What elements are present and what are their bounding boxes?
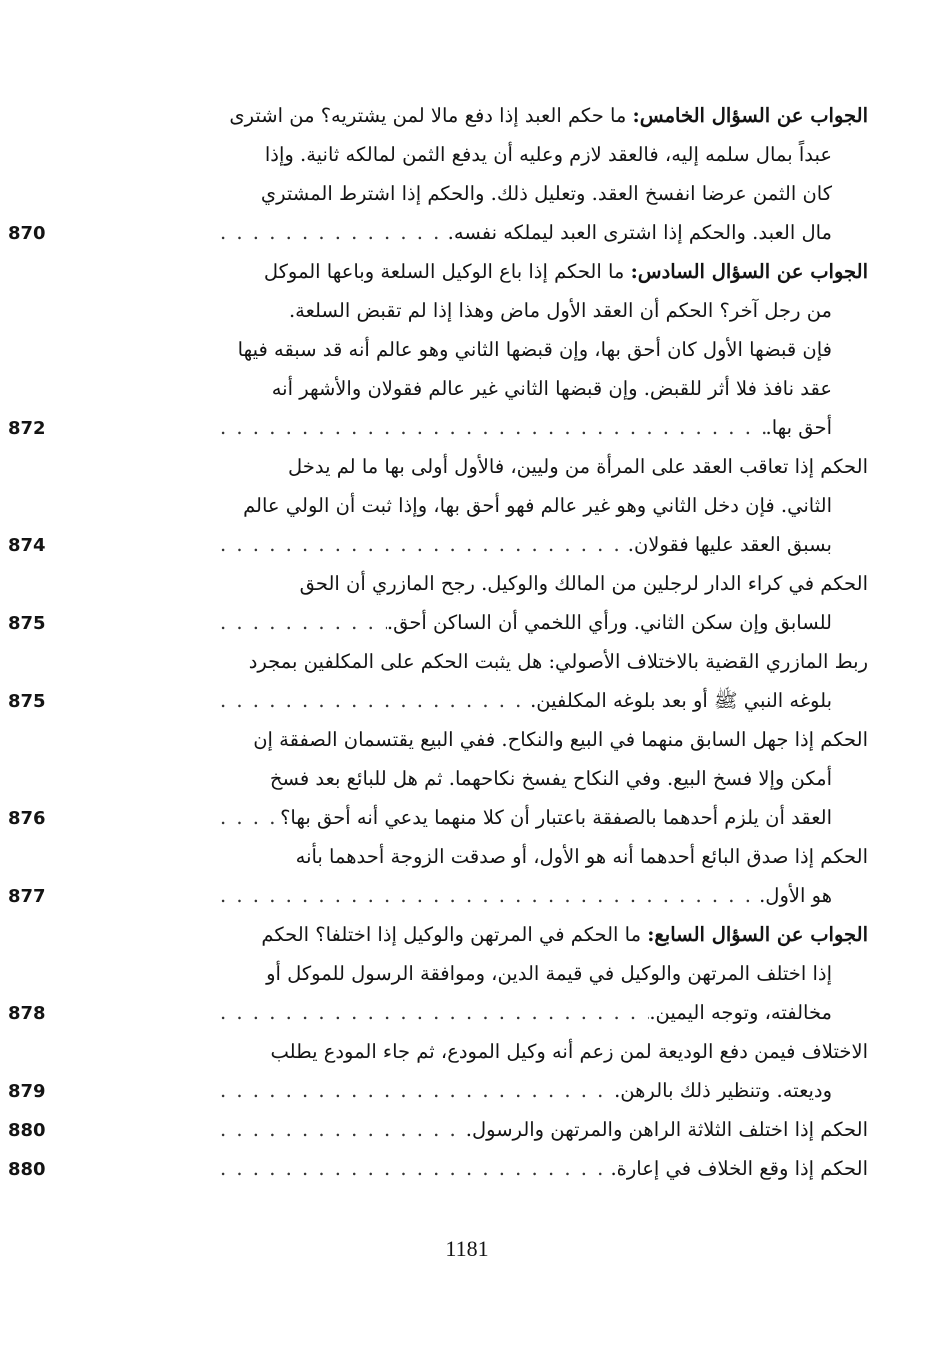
toc-entry-line [140, 1110, 868, 1149]
dot-leader [140, 1149, 610, 1188]
toc-entry-line [140, 291, 868, 330]
toc-entry-line [140, 408, 868, 447]
toc-entry-text: الحكم في كراء الدار لرجلين من المالك والوكيل. رجح المازري أن الحق [299, 572, 868, 595]
toc-entry-heading: الجواب عن السؤال الخامس: [632, 104, 868, 127]
toc-entry-text: للسابق وإن سكن الثاني. ورأي اللخمي أن الساكن أحق. [386, 611, 832, 634]
toc-entry-text: من رجل آخر؟ الحكم أن العقد الأول ماض وهذا إذا لم تقبض السلعة. [288, 299, 832, 322]
toc-entry-text: أمكن وإلا فسخ البيع. وفي النكاح يفسخ نكاحهما. ثم هل للبائع بعد فسخ [269, 767, 832, 790]
toc-page-number: 877 [8, 886, 46, 907]
toc-entry [8, 447, 868, 564]
toc-entry-text: الجواب عن السؤال السابع: ما الحكم في المرتهن والوكيل إذا اختلفا؟ الحكم [261, 923, 868, 946]
toc-entry-line [140, 798, 868, 837]
toc-entry-line [140, 837, 868, 876]
toc-entry-text: الحكم إذا تعاقب العقد على المرأة من وليين، فالأول أولى بها ما لم يدخل [288, 455, 868, 478]
dot-leader [140, 798, 280, 837]
toc-entry-line [140, 525, 868, 564]
toc-entry-text: إذا اختلف المرتهن والوكيل في قيمة الدين، وموافقة الرسول للموكل أو [266, 962, 832, 985]
toc-entry [8, 642, 868, 720]
toc-entry-text: بلوغه النبي ﷺ أو بعد بلوغه المكلفين. [530, 689, 832, 712]
toc-page-number: 875 [8, 613, 46, 634]
toc-entry-text: الثاني. فإن دخل الثاني وهو غير عالم فهو أحق بها، وإذا ثبت أن الولي عالم [243, 494, 832, 517]
dot-leader [140, 213, 448, 252]
toc-entry-text: الحكم إذا صدق البائع أحدهما أنه هو الأول، أو صدقت الزوجة أحدهما بأنه [295, 845, 868, 868]
dot-leader [140, 1110, 466, 1149]
dot-leader [140, 1071, 614, 1110]
toc-entry-line [140, 915, 868, 954]
toc-entry-line [140, 1071, 868, 1110]
toc-entry [8, 915, 868, 1032]
toc-entry-line [140, 1149, 868, 1188]
toc-entry-line [140, 564, 868, 603]
dot-leader [140, 603, 387, 642]
toc-entry [8, 564, 868, 642]
toc-entry-text: ربط المازري القضية بالاختلاف الأصولي: هل يثبت الحكم على المكلفين بمجرد [248, 650, 868, 673]
toc-entry-heading: الجواب عن السؤال السادس: [630, 260, 868, 283]
toc-page-number: 880 [8, 1120, 46, 1141]
toc-page-number: 874 [8, 535, 46, 556]
toc-page-number: 875 [8, 691, 46, 712]
toc-entry-text: وديعته. وتنظير ذلك بالرهن. [614, 1079, 832, 1102]
toc-entry-text: كان الثمن عرضا انفسخ العقد. وتعليل ذلك. والحكم إذا اشترط المشتري [260, 182, 832, 205]
toc-entry-line [140, 720, 868, 759]
toc-entry-line [140, 252, 868, 291]
toc-entry-text: الحكم إذا جهل السابق منهما في البيع والنكاح. ففي البيع يقتسمان الصفقة إن [253, 728, 868, 751]
toc-page-number: 872 [8, 418, 46, 439]
toc-entry-line [140, 876, 868, 915]
toc-entry-line [140, 642, 868, 681]
toc-entry-text: الحكم إذا وقع الخلاف في إعارة. [610, 1157, 868, 1180]
toc-entry-text: مال العبد. والحكم إذا اشترى العبد ليملكه نفسه. [447, 221, 832, 244]
dot-leader [140, 681, 530, 720]
toc-entry-text: عبداً بمال سلمه إليه، فالعقد لازم وعليه أن يدفع الثمن لمالكه ثانية. وإذا [264, 143, 832, 166]
toc-entry-line [140, 603, 868, 642]
toc-entry-text: أحق بها. [765, 416, 832, 439]
toc-entry-text: الجواب عن السؤال الخامس: ما حكم العبد إذا دفع مالا لمن يشتريه؟ من اشترى [229, 104, 868, 127]
toc-entry [8, 720, 868, 837]
toc-entry [8, 837, 868, 915]
toc-entry-heading: الجواب عن السؤال السابع: [647, 923, 868, 946]
toc-page-number: 880 [8, 1159, 46, 1180]
toc-entry-line [140, 954, 868, 993]
toc-page-number: 879 [8, 1081, 46, 1102]
toc-entry-line [140, 759, 868, 798]
toc-entry-line [140, 213, 868, 252]
toc-entry [8, 1032, 868, 1110]
toc-page-number: 870 [8, 223, 46, 244]
toc-entry-line [140, 369, 868, 408]
toc-entry-line [140, 993, 868, 1032]
toc-entry-line [140, 447, 868, 486]
toc-entry-line [140, 330, 868, 369]
toc-entry-text: الحكم إذا اختلف الثلاثة الراهن والمرتهن والرسول. [465, 1118, 868, 1141]
toc-entry-text: هو الأول. [759, 884, 832, 907]
dot-leader [140, 993, 649, 1032]
toc-entry [8, 1110, 868, 1149]
toc-page-number: 876 [8, 808, 46, 829]
toc-entry-text: مخالفته، وتوجه اليمين. [649, 1001, 832, 1024]
page-number: 1181 [445, 1236, 489, 1261]
toc-entry-line [140, 681, 868, 720]
toc-entry-line [140, 135, 868, 174]
dot-leader [140, 876, 759, 915]
toc-entry [8, 1149, 868, 1188]
table-of-contents [8, 96, 868, 1188]
toc-entry-text: فإن قبضها الأول كان أحق بها، وإن قبضها الثاني وهو عالم أنه قد سبقه فيها [237, 338, 832, 361]
toc-entry [8, 252, 868, 447]
toc-entry-line [140, 1032, 868, 1071]
dot-leader [140, 525, 628, 564]
toc-entry-line [140, 174, 868, 213]
dot-leader [140, 408, 766, 447]
toc-entry [8, 96, 868, 252]
toc-entry-text: الاختلاف فيمن دفع الوديعة لمن زعم أنه وكيل المودع، ثم جاء المودع يطلب [270, 1040, 868, 1063]
toc-entry-text: بسبق العقد عليها فقولان. [627, 533, 832, 556]
toc-entry-line [140, 486, 868, 525]
toc-entry-text: العقد أن يلزم أحدهما بالصفقة باعتبار أن كلا منهما يدعي أنه أحق بها؟ [280, 806, 832, 829]
toc-entry-text: الجواب عن السؤال السادس: ما الحكم إذا باع الوكيل السلعة وباعها الموكل [263, 260, 868, 283]
toc-entry-line [140, 96, 868, 135]
toc-entry-text: عقد نافذ فلا أثر للقبض. وإن قبضها الثاني غير عالم فقولان والأشهر أنه [271, 377, 832, 400]
toc-page-number: 878 [8, 1003, 46, 1024]
